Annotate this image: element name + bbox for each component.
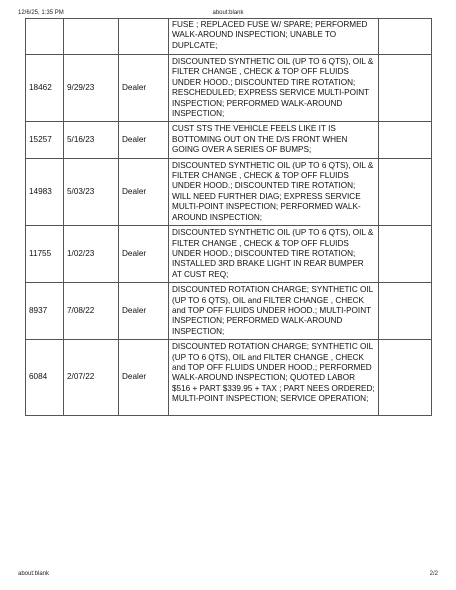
type-cell: Dealer [119, 158, 169, 225]
extra-cell [379, 55, 432, 122]
service-history-table [25, 18, 432, 416]
extra-cell [379, 19, 432, 55]
table-row [26, 226, 432, 283]
ro-number-cell: 18462 [26, 55, 64, 122]
table-row [26, 158, 432, 225]
type-cell: Dealer [119, 226, 169, 283]
extra-cell [379, 122, 432, 158]
table-row [26, 283, 432, 340]
print-page-title: about:blank [212, 10, 244, 16]
table-row [26, 122, 432, 158]
description-cell: DISCOUNTED ROTATION CHARGE; SYNTHETIC OIL (UP TO 6 QTS), OIL and FILTER CHANGE , CHECK and TOP OFF FLUIDS UNDER HOOD.; MULTI-POINT INSPECTION; PERFORMED WALK-AROUND INSPECTION; [169, 283, 379, 340]
ro-number-cell: 15257 [26, 122, 64, 158]
description-cell: DISCOUNTED ROTATION CHARGE; SYNTHETIC OIL (UP TO 6 QTS), OIL and FILTER CHANGE , CHECK and TOP OFF FLUIDS UNDER HOOD.; PERFORMED WALK-AROUND INSPECTION; QUOTED LABOR $516 + PART $339.95 + TAX ; PART NEES ORDERED; MULTI-POINT INSPECTION; SERVICE OPERATION; [169, 340, 379, 416]
type-cell: Dealer [119, 122, 169, 158]
description-cell: CUST STS THE VEHICLE FEELS LIKE IT IS BOTTOMING OUT ON THE D/S FRONT WHEN GOING OVER A SERIES OF BUMPS; [169, 122, 379, 158]
date-cell: 7/08/22 [64, 283, 119, 340]
date-cell: 5/03/23 [64, 158, 119, 225]
extra-cell [379, 158, 432, 225]
table-row [26, 340, 432, 416]
type-cell: Dealer [119, 55, 169, 122]
date-cell: 5/16/23 [64, 122, 119, 158]
description-cell: FUSE ; REPLACED FUSE W/ SPARE; PERFORMED WALK-AROUND INSPECTION; UNABLE TO DUPLCATE; [169, 19, 379, 55]
description-cell: DISCOUNTED SYNTHETIC OIL (UP TO 6 QTS), OIL & FILTER CHANGE , CHECK & TOP OFF FLUIDS UNDER HOOD.; DISCOUNTED TIRE ROTATION; RESCHEDULED; EXPRESS SERVICE MULTI-POINT INSPECTION; PERFORMED WALK-AROUND INSPECTION; [169, 55, 379, 122]
type-cell: Dealer [119, 283, 169, 340]
ro-number-cell: 8937 [26, 283, 64, 340]
date-cell: 2/07/22 [64, 340, 119, 416]
print-footer-url: about:blank [18, 571, 50, 577]
print-page-number: 2/2 [429, 571, 438, 577]
date-cell: 1/02/23 [64, 226, 119, 283]
type-cell: Dealer [119, 340, 169, 416]
description-cell: DISCOUNTED SYNTHETIC OIL (UP TO 6 QTS), OIL & FILTER CHANGE , CHECK & TOP OFF FLUIDS UNDER HOOD.; DISCOUNTED TIRE ROTATION; WILL NEED FURTHER DIAG; EXPRESS SERVICE MULTI-POINT INSPECTION; PERFORMED WALK-AROUND INSPECTION; [169, 158, 379, 225]
ro-number-cell: 14983 [26, 158, 64, 225]
table-row [26, 55, 432, 122]
type-cell [119, 19, 169, 55]
print-datetime: 12/6/25, 1:35 PM [18, 10, 64, 16]
date-cell [64, 19, 119, 55]
ro-number-cell [26, 19, 64, 55]
ro-number-cell: 11755 [26, 226, 64, 283]
table-row [26, 19, 432, 55]
date-cell: 9/29/23 [64, 55, 119, 122]
extra-cell [379, 283, 432, 340]
description-cell: DISCOUNTED SYNTHETIC OIL (UP TO 6 QTS), OIL & FILTER CHANGE , CHECK & TOP OFF FLUIDS UNDER HOOD.; DISCOUNTED TIRE ROTATION; INSTALLED 3RD BRAKE LIGHT IN REAR BUMPER AT CUST REQ; [169, 226, 379, 283]
ro-number-cell: 6084 [26, 340, 64, 416]
extra-cell [379, 226, 432, 283]
extra-cell [379, 340, 432, 416]
